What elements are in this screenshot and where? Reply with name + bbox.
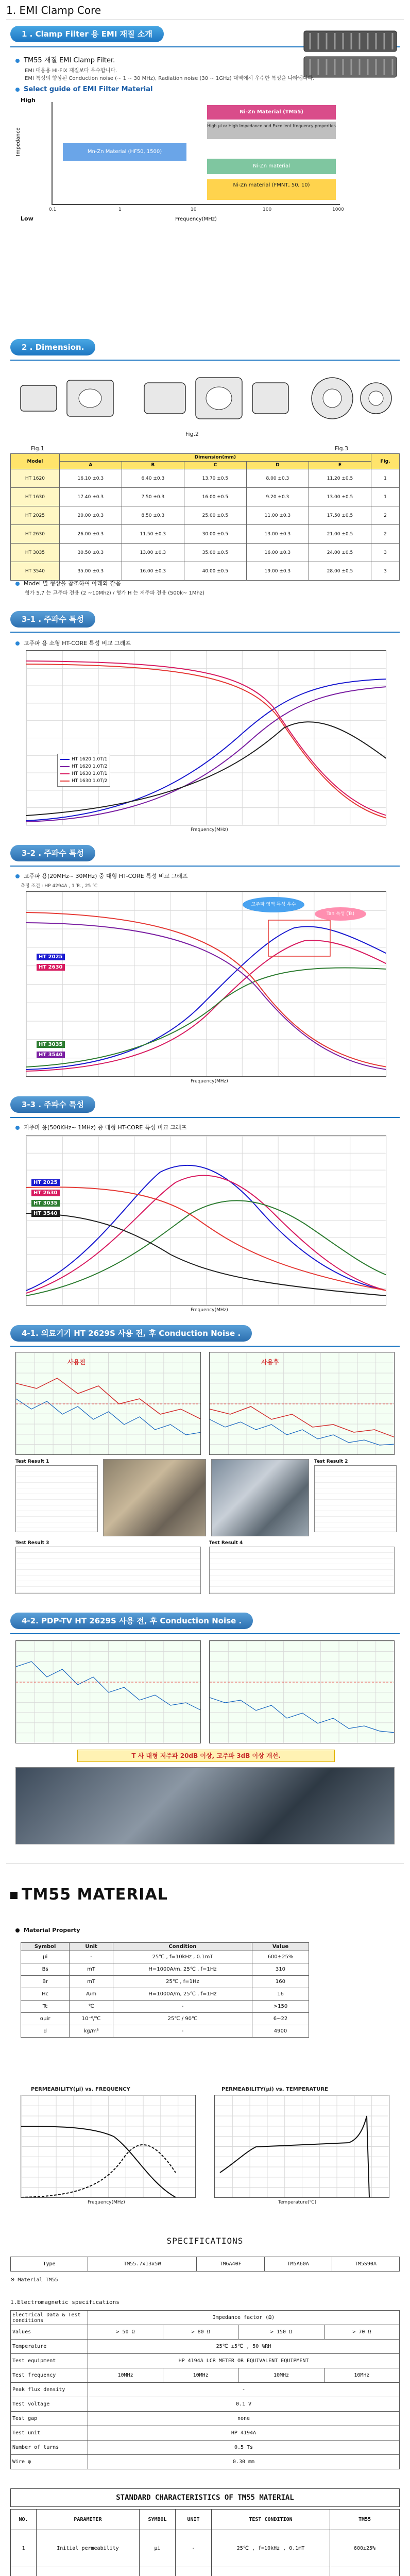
guide-box-nizn-2: Ni-Zn material	[207, 159, 336, 174]
noise-before-label: 사용전	[67, 1359, 86, 1366]
noise-after-label: 사용후	[261, 1359, 279, 1366]
series-line	[26, 664, 386, 818]
guide-box-mnzn: Mn-Zn Material (HF50, 1500)	[63, 143, 186, 161]
mp-row	[21, 2001, 309, 2013]
dim-col-b: B	[122, 462, 184, 469]
elec-row-label: Test gap	[11, 2412, 88, 2426]
section-4-1-line	[10, 1346, 400, 1347]
mp-cell: Tc	[21, 2001, 70, 2013]
mp-cell: 6~22	[252, 2013, 309, 2025]
dim-cell-e: 24.00 ±0.5	[309, 544, 371, 562]
dim-note-2: 형가 5.7 는 고주파 전용 (2 ~10Mhz) / 형가 H 는 저주파 전용 (500k~ 1Mhz)	[25, 590, 204, 596]
guide-x-tick: 0.1	[49, 207, 57, 212]
square-bullet-icon	[10, 1892, 18, 1899]
std-table	[10, 2509, 400, 2576]
bullet-dot-icon	[15, 874, 20, 878]
elec-row-value: Impedance factor (Ω)	[88, 2311, 400, 2325]
elec-row	[11, 2383, 400, 2397]
mp-row	[21, 2013, 309, 2025]
dimension-table	[10, 453, 400, 581]
perm-freq-title: PERMEABILITY(µi) vs. FREQUENCY	[31, 2087, 130, 2092]
mp-cell: Br	[21, 1976, 70, 1988]
dim-cell-d: 16.00 ±0.3	[246, 544, 309, 562]
dim-row	[11, 506, 400, 525]
std-cell	[176, 2567, 212, 2576]
mp-cell: ℃	[70, 2001, 113, 2013]
elec-row-label: Test unit	[11, 2426, 88, 2441]
dim-cell-d: 11.00 ±0.3	[246, 506, 309, 525]
material-property-body	[21, 1951, 309, 2038]
series-line	[26, 661, 386, 816]
dim-row	[11, 562, 400, 581]
legend-item: HT 1620 1.0T/1	[60, 756, 107, 763]
perm-freq-xlabel: Frequency(MHz)	[88, 2200, 125, 2205]
elec-row	[11, 2368, 400, 2383]
dim-cell-d: 13.00 ±0.3	[246, 525, 309, 544]
elec-row-label: Electrical Data & Test conditions	[11, 2311, 88, 2325]
series-line	[26, 926, 386, 1070]
dim-cell-a: 16.10 ±0.3	[59, 469, 122, 488]
mp-row	[21, 1988, 309, 2001]
guide-y-high: High	[21, 97, 36, 104]
fig-2-caption: Fig.2	[185, 431, 199, 437]
dim-row	[11, 488, 400, 506]
dim-cell-c: 40.00 ±0.5	[184, 562, 246, 581]
dim-cell-c: 25.00 ±0.5	[184, 506, 246, 525]
mp-cell: 16	[252, 1988, 309, 2001]
chart-3-2-xlabel: Frequency(MHz)	[191, 1079, 228, 1084]
guide-y-low: Low	[21, 215, 33, 222]
mp-cell: 25℃ , f=1Hz	[113, 1976, 252, 1988]
dim-col-e: E	[309, 462, 371, 469]
dim-cell-model: HT 2025	[11, 506, 60, 525]
dim-cell-model: HT 3540	[11, 562, 60, 581]
elec-row-value: HP 4194A	[88, 2426, 400, 2441]
dim-cell-a: 26.00 ±0.3	[59, 525, 122, 544]
mp-row	[21, 2025, 309, 2038]
dim-cell-model: HT 1620	[11, 469, 60, 488]
elec-title: 1.Electromagnetic specifications	[10, 2299, 119, 2306]
dim-row	[11, 469, 400, 488]
dim-col-d: D	[246, 462, 309, 469]
elec-row-label: Values	[11, 2325, 88, 2340]
dim-cell-c: 16.00 ±0.5	[184, 488, 246, 506]
spec-type-table	[10, 2257, 400, 2272]
mp-cell: Bs	[21, 1963, 70, 1976]
std-cell	[330, 2567, 400, 2576]
elec-row	[11, 2455, 400, 2469]
elec-row-cell: > 80 Ω	[163, 2325, 238, 2340]
mp-cell: H=1000A/m, 25℃ , f=1Hz	[113, 1988, 252, 2001]
bullet-dot-icon	[15, 582, 20, 586]
test-result-4-table	[209, 1547, 395, 1594]
test-result-1-title: Test Result 1	[15, 1459, 49, 1464]
elec-row-cell: 10MHz	[324, 2368, 399, 2383]
series-line	[26, 912, 386, 1067]
dim-cell-c: 13.70 ±0.5	[184, 469, 246, 488]
tm-bullet	[15, 1927, 80, 1934]
mp-cell: >150	[252, 2001, 309, 2013]
chart-3-2-label: HT 3540	[37, 1052, 65, 1058]
dim-cell-e: 11.20 ±0.5	[309, 469, 371, 488]
perm-freq-chart	[21, 2095, 196, 2198]
elec-row-value: 0.30 mm	[88, 2455, 400, 2469]
section-1-header: 1 . Clamp Filter 용 EMI 재질 소개	[10, 26, 164, 42]
elec-row-label: Test frequency	[11, 2368, 88, 2383]
noise-plot-before	[15, 1352, 201, 1455]
dim-cell-fig: 1	[371, 469, 399, 488]
chart-3-3-label: HT 3035	[31, 1200, 60, 1207]
s31-bullet	[15, 639, 131, 647]
test-setup-photo-2	[211, 1459, 309, 1536]
series-line	[26, 1165, 386, 1291]
dim-col-a: A	[59, 462, 122, 469]
material-property-table	[21, 1942, 309, 2038]
std-cell: Initial permeability	[37, 2530, 140, 2567]
dim-cell-c: 30.00 ±0.5	[184, 525, 246, 544]
section-2-line	[10, 360, 400, 361]
pdp-result-banner: T 사 대형 저주파 20dB 이상, 고주파 3dB 이상 개선.	[77, 1750, 335, 1762]
mp-row	[21, 1963, 309, 1976]
elec-row-cell: 10MHz	[238, 2368, 324, 2383]
mp-cell: -	[113, 2001, 252, 2013]
perm-temp-xlabel: Temperature(℃)	[278, 2200, 317, 2205]
spec-type-2: TM6A40F	[197, 2257, 264, 2272]
pdp-noise-before	[15, 1640, 201, 1743]
mp-col-symbol: Symbol	[21, 1943, 70, 1951]
dim-col-dim: Dimension(mm)	[59, 454, 371, 462]
s32-note: 측정 조건 : HP 4294A , 1 Ts , 25 ℃	[21, 884, 98, 889]
elec-row	[11, 2340, 400, 2354]
dim-cell-fig: 2	[371, 506, 399, 525]
section-3-1-header: 3-1 . 주파수 특성	[10, 611, 95, 628]
dim-cell-b: 13.00 ±0.3	[122, 544, 184, 562]
chart-3-3-svg	[26, 1136, 386, 1306]
std-cell	[37, 2567, 140, 2576]
s33-bullet	[15, 1123, 186, 1131]
dim-cell-e: 28.00 ±0.5	[309, 562, 371, 581]
test-result-3-table	[15, 1547, 201, 1594]
elec-row-value: 0.1 V	[88, 2397, 400, 2412]
section-2-header: 2 . Dimension.	[10, 339, 95, 355]
test-result-2-table	[314, 1465, 397, 1532]
material-guide-chart	[15, 97, 402, 226]
mp-col-value: Value	[252, 1943, 309, 1951]
fig-3-caption: Fig.3	[335, 445, 349, 452]
section-3-1-line	[10, 632, 400, 633]
mp-row	[21, 1976, 309, 1988]
legend-item: HT 1620 1.0T/2	[60, 763, 107, 770]
dim-note-1	[15, 579, 121, 587]
dim-cell-a: 35.00 ±0.3	[59, 562, 122, 581]
pdp-test-photo	[15, 1767, 395, 1844]
spec-note: ※ Material TM55	[10, 2277, 58, 2283]
std-cell: 1	[11, 2530, 37, 2567]
test-setup-photo-1	[103, 1459, 206, 1536]
elec-row	[11, 2397, 400, 2412]
bullet-dot-icon	[15, 59, 20, 63]
s33-bullet-text: 저주파 용(500KHz~ 1MHz) 중 대형 HT-CORE 특성 비교 그래프	[24, 1124, 187, 1131]
guide-x-tick: 1	[118, 207, 122, 212]
dim-cell-model: HT 2630	[11, 525, 60, 544]
chart-3-1-legend	[57, 754, 110, 787]
spec-title: SPECIFICATIONS	[166, 2236, 244, 2246]
elec-spec-body	[11, 2311, 400, 2469]
dim-cell-fig: 3	[371, 562, 399, 581]
std-row	[11, 2567, 400, 2576]
s31-bullet-text: 고주파 용 소형 HT-CORE 특성 비교 그래프	[24, 640, 131, 647]
std-col-no: NO.	[11, 2510, 37, 2530]
dim-cell-b: 8.50 ±0.3	[122, 506, 184, 525]
elec-row-value: 0.5 Ts	[88, 2441, 400, 2455]
dim-cell-a: 20.00 ±0.3	[59, 506, 122, 525]
elec-row-value: -	[88, 2383, 400, 2397]
elec-row-label: Number of turns	[11, 2441, 88, 2455]
series-line	[26, 1187, 386, 1291]
bullet-dot-icon	[15, 1928, 20, 1933]
spec-type-4: TM5S90A	[332, 2257, 399, 2272]
chart-3-3-label: HT 2630	[31, 1190, 60, 1196]
mp-cell: mT	[70, 1976, 113, 1988]
chart-3-3	[26, 1136, 386, 1306]
spec-type-label: Type	[11, 2257, 88, 2272]
dim-cell-b: 11.50 ±0.3	[122, 525, 184, 544]
elec-row-label: Test voltage	[11, 2397, 88, 2412]
guide-box-note: High µi or High Impedance and Excellent frequency properties	[207, 122, 336, 139]
mp-cell: 10⁻⁶/℃	[70, 2013, 113, 2025]
dim-cell-c: 35.00 ±0.5	[184, 544, 246, 562]
series-line	[26, 940, 386, 1071]
std-col-test: TEST CONDITION	[212, 2510, 330, 2530]
mp-cell: kg/m³	[70, 2025, 113, 2038]
fig-1-caption: Fig.1	[31, 445, 45, 452]
section-3-3-line	[10, 1117, 400, 1118]
callout-bubble-1: 고주파 영역 특성 우수	[243, 897, 304, 912]
s32-bullet	[15, 872, 187, 880]
series-line	[26, 679, 386, 821]
s1-bullet-1-text: TM55 재질 EMI Clamp Filter.	[24, 57, 115, 64]
dim-cell-model: HT 1630	[11, 488, 60, 506]
dim-cell-fig: 3	[371, 544, 399, 562]
spec-type-3: TM5A60A	[264, 2257, 332, 2272]
series-line	[26, 968, 386, 1067]
tm55-title-text: TM55 MATERIAL	[22, 1886, 168, 1904]
dim-note-1-text: Model 별 형상을 참조하여 아래와 같음	[24, 580, 121, 587]
series-line	[26, 923, 386, 1070]
dim-row	[11, 525, 400, 544]
std-cell: 600±25%	[330, 2530, 400, 2567]
s1-sub-2: EMI 특성의 향상된 Conduction noise (~ 1 ~ 30 MHz), Radiation noise (30 ~ 1GHz) 대역에서 우수한 특성을 나타냅니다.	[25, 76, 315, 81]
test-result-4	[209, 1540, 395, 1597]
bullet-dot-icon	[15, 641, 20, 646]
guide-x-label: Frequency(MHz)	[175, 216, 217, 222]
chart-3-3-label: HT 3540	[31, 1210, 60, 1217]
mp-cell: d	[21, 2025, 70, 2038]
chart-3-3-label: HT 2025	[31, 1179, 60, 1186]
guide-plot-area	[52, 102, 340, 205]
mp-cell: H=1000A/m, 25℃ , f=1Hz	[113, 1963, 252, 1976]
chart-3-1-xlabel: Frequency(MHz)	[191, 827, 228, 833]
elec-row-value: 25℃ ±5℃ , 50 %RH	[88, 2340, 400, 2354]
elec-row-label: Wire φ	[11, 2455, 88, 2469]
section-3-2-line	[10, 866, 400, 867]
elec-row	[11, 2354, 400, 2368]
chart-3-3-xlabel: Frequency(MHz)	[191, 1308, 228, 1313]
mp-cell: A/m	[70, 1988, 113, 2001]
highlight-box	[268, 920, 330, 956]
elec-row-value: HP 4194A LCR METER OR EQUIVALENT EQUIPMENT	[88, 2354, 400, 2368]
s1-bullet-2-text: Select guide of EMI Filter Material	[24, 86, 153, 93]
s1-bullet-2	[15, 86, 152, 93]
dim-cell-b: 7.50 ±0.3	[122, 488, 184, 506]
elec-row-label: Peak flux density	[11, 2383, 88, 2397]
elec-row	[11, 2311, 400, 2325]
spec-type-1: TM55.7x13x5W	[88, 2257, 197, 2272]
noise-plot-after	[209, 1352, 395, 1455]
guide-box-nizn: Ni-Zn material (FMNT, 50, 10)	[207, 179, 336, 200]
s1-bullet-1	[15, 55, 115, 64]
dim-col-fig: Fig.	[371, 454, 399, 469]
mp-cell: αμir	[21, 2013, 70, 2025]
std-cell: -	[176, 2530, 212, 2567]
elec-row	[11, 2441, 400, 2455]
elec-row-cell: 10MHz	[88, 2368, 163, 2383]
dim-col-model: Model	[11, 454, 60, 469]
guide-y-label: Impedance	[15, 127, 21, 156]
section-3-3-header: 3-3 . 주파수 특성	[10, 1096, 95, 1113]
std-col-symbol: SYMBOL	[140, 2510, 176, 2530]
dim-cell-d: 19.00 ±0.3	[246, 562, 309, 581]
dim-cell-e: 21.00 ±0.5	[309, 525, 371, 544]
std-col-tm55: TM55	[330, 2510, 400, 2530]
elec-row-cell: > 150 Ω	[238, 2325, 324, 2340]
dim-cell-a: 17.40 ±0.3	[59, 488, 122, 506]
elec-row	[11, 2426, 400, 2441]
section-3-2-header: 3-2 . 주파수 특성	[10, 845, 95, 861]
mp-cell: 25℃ , f=10kHz , 0.1mT	[113, 1951, 252, 1963]
dim-cell-d: 8.00 ±0.3	[246, 469, 309, 488]
guide-x-tick: 100	[263, 207, 272, 212]
mp-cell: 25℃ / 90℃	[113, 2013, 252, 2025]
dim-cell-a: 30.50 ±0.3	[59, 544, 122, 562]
guide-x-tick: 10	[191, 207, 197, 212]
series-line	[26, 1176, 386, 1294]
mp-cell: Hc	[21, 1988, 70, 2001]
dim-cell-d: 9.20 ±0.3	[246, 488, 309, 506]
test-result-4-title: Test Result 4	[209, 1540, 243, 1546]
std-col-unit: UNIT	[176, 2510, 212, 2530]
mp-col-unit: Unit	[70, 1943, 113, 1951]
elec-row	[11, 2325, 400, 2340]
section-4-2-line	[10, 1633, 400, 1634]
bullet-dot-icon	[15, 1126, 20, 1130]
test-result-2	[314, 1459, 397, 1536]
tm55-title	[10, 1886, 168, 1904]
mp-row	[21, 1951, 309, 1963]
std-cell: 25℃ , f=10kHz , 0.1mT	[212, 2530, 330, 2567]
std-cell	[11, 2567, 37, 2576]
section-4-2-header: 4-2. PDP-TV HT 2629S 사용 전, 후 Conduction Noise .	[10, 1613, 253, 1629]
std-table-body	[11, 2530, 400, 2576]
mp-col-condition: Condition	[113, 1943, 252, 1951]
bullet-dot-icon	[15, 88, 20, 92]
elec-spec-table	[10, 2310, 400, 2469]
mp-cell: 4900	[252, 2025, 309, 2038]
mp-cell: 160	[252, 1976, 309, 1988]
chart-3-2-label: HT 3035	[37, 1041, 65, 1048]
pdp-noise-after	[209, 1640, 395, 1743]
legend-item: HT 1630 1.0T/2	[60, 777, 107, 785]
test-result-3	[15, 1540, 201, 1597]
legend-item: HT 1630 1.0T/1	[60, 770, 107, 777]
elec-row-value: none	[88, 2412, 400, 2426]
series-line	[26, 1200, 386, 1296]
page-title: 1. EMI Clamp Core	[6, 4, 101, 16]
dim-cell-e: 17.50 ±0.5	[309, 506, 371, 525]
elec-row	[11, 2412, 400, 2426]
elec-row-cell: > 50 Ω	[88, 2325, 163, 2340]
elec-row-cell: > 70 Ω	[324, 2325, 399, 2340]
dim-cell-b: 6.40 ±0.3	[122, 469, 184, 488]
elec-row-label: Test equipment	[11, 2354, 88, 2368]
dim-cell-fig: 1	[371, 488, 399, 506]
section-4-1-header: 4-1. 의료기기 HT 2629S 사용 전, 후 Conduction Noise .	[10, 1325, 252, 1342]
test-result-2-title: Test Result 2	[314, 1459, 348, 1464]
dim-cell-b: 16.00 ±0.3	[122, 562, 184, 581]
dim-col-c: C	[184, 462, 246, 469]
perm-temp-title: PERMEABILITY(µi) vs. TEMPERATURE	[221, 2087, 328, 2092]
mp-cell: 600±25%	[252, 1951, 309, 1963]
mp-cell: μi	[21, 1951, 70, 1963]
chart-3-2	[26, 891, 386, 1077]
std-row	[11, 2530, 400, 2567]
std-cell	[212, 2567, 330, 2576]
mp-cell: -	[70, 1951, 113, 1963]
dim-cell-fig: 2	[371, 525, 399, 544]
std-cell	[140, 2567, 176, 2576]
guide-x-tick: 1000	[332, 207, 344, 212]
chart-3-2-label: HT 2630	[37, 964, 65, 971]
std-col-param: PARAMETER	[37, 2510, 140, 2530]
dimension-table-body	[11, 469, 400, 581]
chart-3-1-svg	[26, 651, 386, 825]
elec-row-label: Temperature	[11, 2340, 88, 2354]
std-cell: μi	[140, 2530, 176, 2567]
dim-cell-e: 13.00 ±0.5	[309, 488, 371, 506]
chart-3-2-label: HT 2025	[37, 954, 65, 960]
mp-cell: mT	[70, 1963, 113, 1976]
chart-3-1	[26, 650, 386, 825]
test-result-3-title: Test Result 3	[15, 1540, 49, 1546]
dim-row	[11, 544, 400, 562]
test-result-1	[15, 1459, 98, 1536]
callout-bubble-2: Tan 특성 (Ts)	[315, 907, 366, 921]
s32-bullet-text: 고주파 용(20MHz~ 30MHz) 중 대형 HT-CORE 특성 비교 그래프	[24, 873, 188, 879]
dimension-drawings	[15, 365, 397, 442]
dim-cell-model: HT 3035	[11, 544, 60, 562]
test-result-1-table	[15, 1465, 98, 1532]
perm-temp-chart	[214, 2095, 389, 2198]
guide-box-tm55: Ni-Zn Material (TM55)	[207, 105, 336, 120]
mp-cell: -	[113, 2025, 252, 2038]
mp-cell: 310	[252, 1963, 309, 1976]
s1-sub-1: EMI 대응용 HI-FIX 재질보다 우수합니다.	[25, 68, 117, 74]
tm-bullet-text: Material Property	[24, 1927, 80, 1934]
std-title: STANDARD CHARACTERISTICS OF TM55 MATERIAL	[10, 2488, 400, 2507]
elec-row-cell: 10MHz	[163, 2368, 238, 2383]
